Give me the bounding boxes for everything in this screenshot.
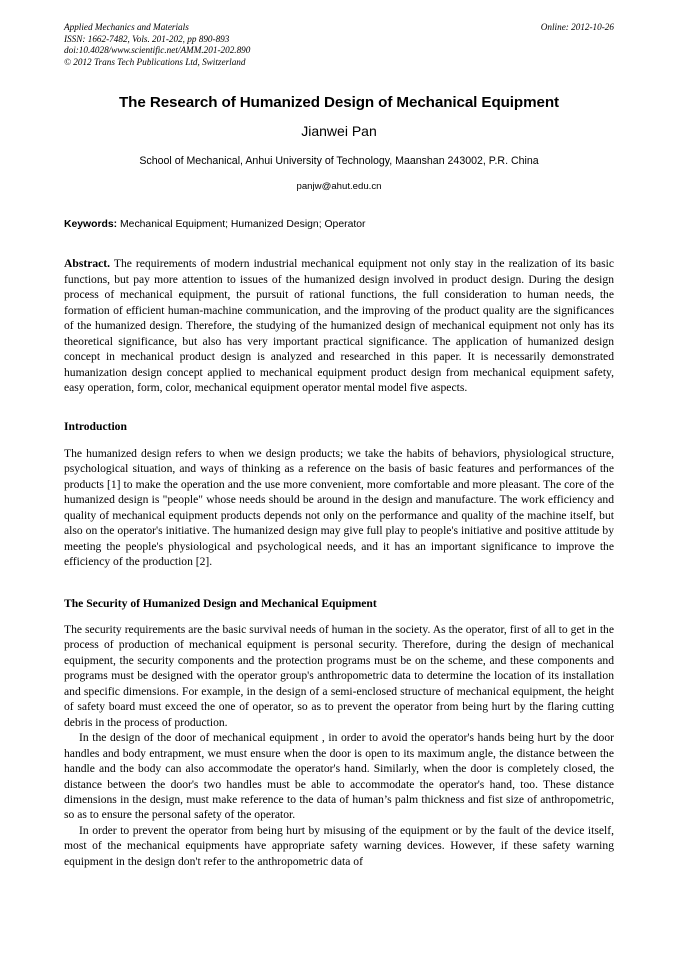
issn-volume-pages: ISSN: 1662-7482, Vols. 201-202, pp 890-893 [64, 33, 230, 44]
section-heading-introduction: Introduction [64, 420, 127, 434]
author-email: panjw@ahut.edu.cn [296, 181, 382, 193]
abstract-paragraph [64, 256, 614, 395]
online-date: Online: 2012-10-26 [540, 22, 614, 32]
journal-name: Applied Mechanics and Materials [64, 22, 189, 32]
abstract-text: The requirements of modern industrial mechanical equipment not only stay in the realization of its basic functions, but pay more attention to issues of the humanized design involved in product design. During the design process of mechanical equipment, the pursuit of rational functions, the full consideration to human needs, the formation of efficient human-machine communication, and the improving of the product quality are the significances of the humanized design. Therefore, the studying of the humanized design of mechanical equipment not only has its theoretical significance, but also has very important practical significance. The application of humanized design concept in mechanical product design is analyzed and researched in this paper. It is necessarily demonstrated humanization design concept applied to mechanical equipment product design from mechanical equipment safety, easy operation, form, color, mechanical equipment operator mental model five aspects. [64, 257, 614, 394]
section-paragraph: In order to prevent the operator from being hurt by misusing of the equipment or by the fault of the device itself, most of the mechanical equipments have appropriate safety warning devices. However, if these safety warning equipment in the design don't refer to the anthropometric data of [64, 823, 614, 868]
abstract-label: Abstract. [64, 257, 111, 271]
keywords-value: Mechanical Equipment; Humanized Design; Operator [120, 219, 366, 231]
author-name: Jianwei Pan [301, 123, 377, 140]
author-affiliation: School of Mechanical, Anhui University of Technology, Maanshan 243002, P.R. China [139, 155, 539, 168]
keywords-line [64, 218, 614, 232]
copyright-line: © 2012 Trans Tech Publications Ltd, Switzerland [64, 56, 246, 67]
section-paragraph: The security requirements are the basic survival needs of human in the society. As the operator, first of all to get in the process of production of mechanical equipment is personal security. Therefore, during the design of mechanical equipment, the security components and the protection programs must be on the scheme, and these components and programs must be designed with the operator group's anthropometric data to determine the location of its installation and specific dimensions. For example, in the design of a semi-enclosed structure of mechanical equipment, the height of safety board must exceed the one of operator, so as to prevent the operator from being hurt by the flaring cutting debris in the process of production. [64, 622, 614, 729]
section-paragraph: The humanized design refers to when we design products; we take the habits of behaviors, physiological structure, psychological situation, and ways of thinking as a reference on the basis of basic features and performances of the products [1] to make the operation and the use more convenient, more comfortable and more pleasant. The core of the humanized design is "people" whose needs should be around in the design and manufacture. The work efficiency and quality of mechanical equipment products depends not only on the performance and quality of the machine itself, but also on the operator's initiative. The humanized design may give full play to people's initiative and positive attitude by meeting the people's physiological and psychological needs, and it has an important significance to improve the efficiency of the production [2]. [64, 446, 614, 569]
title-block [64, 93, 614, 193]
page-title: The Research of Humanized Design of Mechanical Equipment [119, 94, 559, 112]
section-paragraph: In the design of the door of mechanical equipment , in order to avoid the operator's hands being hurt by the door handles and body entrapment, we must ensure when the door is open to its maximum angle, the distance between the handle and the body can also accommodate the operator's hand. Similarly, when the door is completely closed, the distance between the door's two handles must be able to accommodate the operator's hand, too. These distance dimensions in the design, must make reference to the data of human’s palm thickness and fist size of anthropometric, so as to ensure the personal safety of the operator. [64, 731, 614, 822]
masthead [64, 22, 614, 68]
masthead-left-block [64, 22, 484, 68]
keywords-label: Keywords: [64, 219, 118, 231]
doi-line: doi:10.4028/www.scientific.net/AMM.201-202.890 [64, 45, 251, 56]
section-heading-security: The Security of Humanized Design and Mechanical Equipment [64, 596, 377, 610]
